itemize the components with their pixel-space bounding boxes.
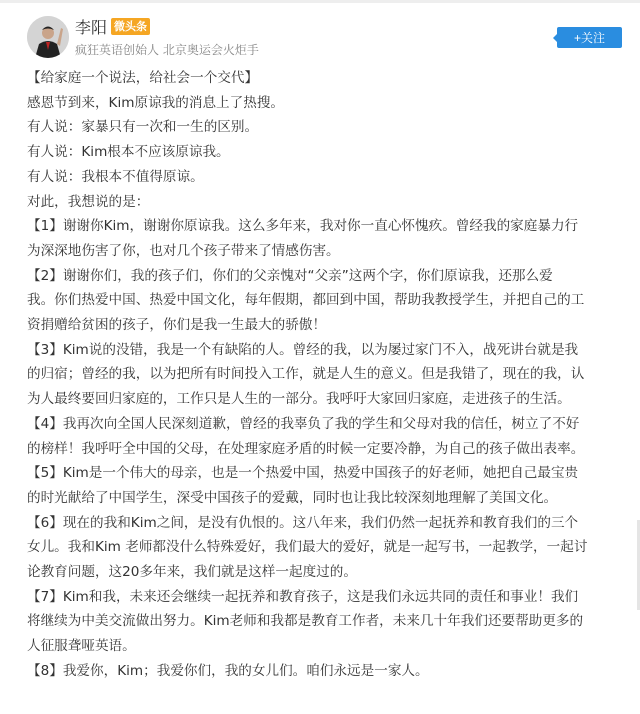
- post-text-line: 【5】Kim是一个伟大的母亲，也是一个热爱中国，热爱中国孩子的好老师，她把自己最宝贵: [27, 465, 579, 482]
- post-text-line: 将继续为中美交流做出努力。Kim老师和我都是教育工作者，未来几十年我们还要帮助更多的: [27, 613, 584, 630]
- post-text-line: 的归宿；曾经的我，以为把所有时间投入工作，就是人生的意义。但是我错了，现在的我，认: [27, 366, 585, 383]
- post-text-line: 【7】Kim和我，未来还会继续一起抚养和教育孩子，这是我们永远共同的责任和事业！我们: [27, 588, 579, 605]
- post-text-line: 有人说：家暴只有一次和一生的区别。: [27, 119, 259, 136]
- follow-button[interactable]: +关注: [557, 27, 622, 48]
- post-text-line: 的榜样！我呼吁全中国的父母，在处理家庭矛盾的时候一定要冷静，为自己的孩子做出表率。: [27, 440, 585, 457]
- post-text-line: 人征服聋哑英语。: [27, 638, 136, 655]
- author-name[interactable]: 李阳: [75, 18, 108, 37]
- post-text-line: 【2】谢谢你们，我的孩子们，你们的父亲愧对“父亲”这两个字，你们原谅我，还那么爱: [27, 267, 553, 284]
- post-text-line: 我。你们热爱中国、热爱中国文化，每年假期，都回到中国，帮助我教授学生，并把自己的工: [27, 292, 585, 309]
- post-text-line: 【4】我再次向全国人民深刻道歉，曾经的我辜负了我的学生和父母对我的信任，树立了不好: [27, 415, 580, 432]
- post-text-line: 【给家庭一个说法，给社会一个交代】: [27, 70, 259, 86]
- avatar[interactable]: [27, 16, 69, 58]
- post-text-line: 为深深地伤害了你，也对几个孩子带来了情感伤害。: [27, 242, 340, 259]
- post-text-line: 论教育问题，这20多年来，我们就是这样一起度过的。: [27, 564, 357, 581]
- person-photo-icon: [27, 16, 69, 58]
- post-content: [27, 66, 627, 684]
- post-text-line: 有人说：Kim根本不应该原谅我。: [27, 144, 230, 161]
- post-text-line: 为人最终要回归家庭的，工作只是人生的一部分。我呼吁大家回归家庭，走进孩子的生活。: [27, 391, 571, 408]
- author-bio: 疯狂英语创始人 北京奥运会火炬手: [75, 43, 259, 57]
- post-text-line: 【1】谢谢你Kim，谢谢你原谅我。这么多年来，我对你一直心怀愧疚。曾经我的家庭暴力行: [27, 218, 579, 235]
- post-text-line: 【8】我爱你，Kim；我爱你们，我的女儿们。咱们永远是一家人。: [27, 662, 429, 679]
- post-text-line: 有人说：我根本不值得原谅。: [27, 168, 204, 185]
- post-text-line: 感恩节到来，Kim原谅我的消息上了热搜。: [27, 94, 285, 111]
- post-text-line: 女儿。我和Kim 老师都没什么特殊爱好，我们最大的爱好，就是一起写书，一起教学，一起讨: [27, 539, 588, 556]
- post-text-line: 资捐赠给贫困的孩子，你们是我一生最大的骄傲！: [27, 317, 327, 334]
- weitoutiao-badge: 微头条: [111, 18, 150, 35]
- post-text-line: 【6】现在的我和Kim之间，是没有仇恨的。这八年来，我们仍然一起抚养和教育我们的三个: [27, 514, 579, 531]
- post-text-line: 的时光献给了中国学生，深受中国孩子的爱戴，同时也让我比较深刻地理解了美国文化。: [27, 489, 558, 506]
- post-text-line: 【3】Kim说的没错，我是一个有缺陷的人。曾经的我，以为屡过家门不入，战死讲台就是我: [27, 341, 579, 358]
- post-text-line: 对此，我想说的是：: [27, 193, 150, 210]
- top-divider: [0, 0, 640, 3]
